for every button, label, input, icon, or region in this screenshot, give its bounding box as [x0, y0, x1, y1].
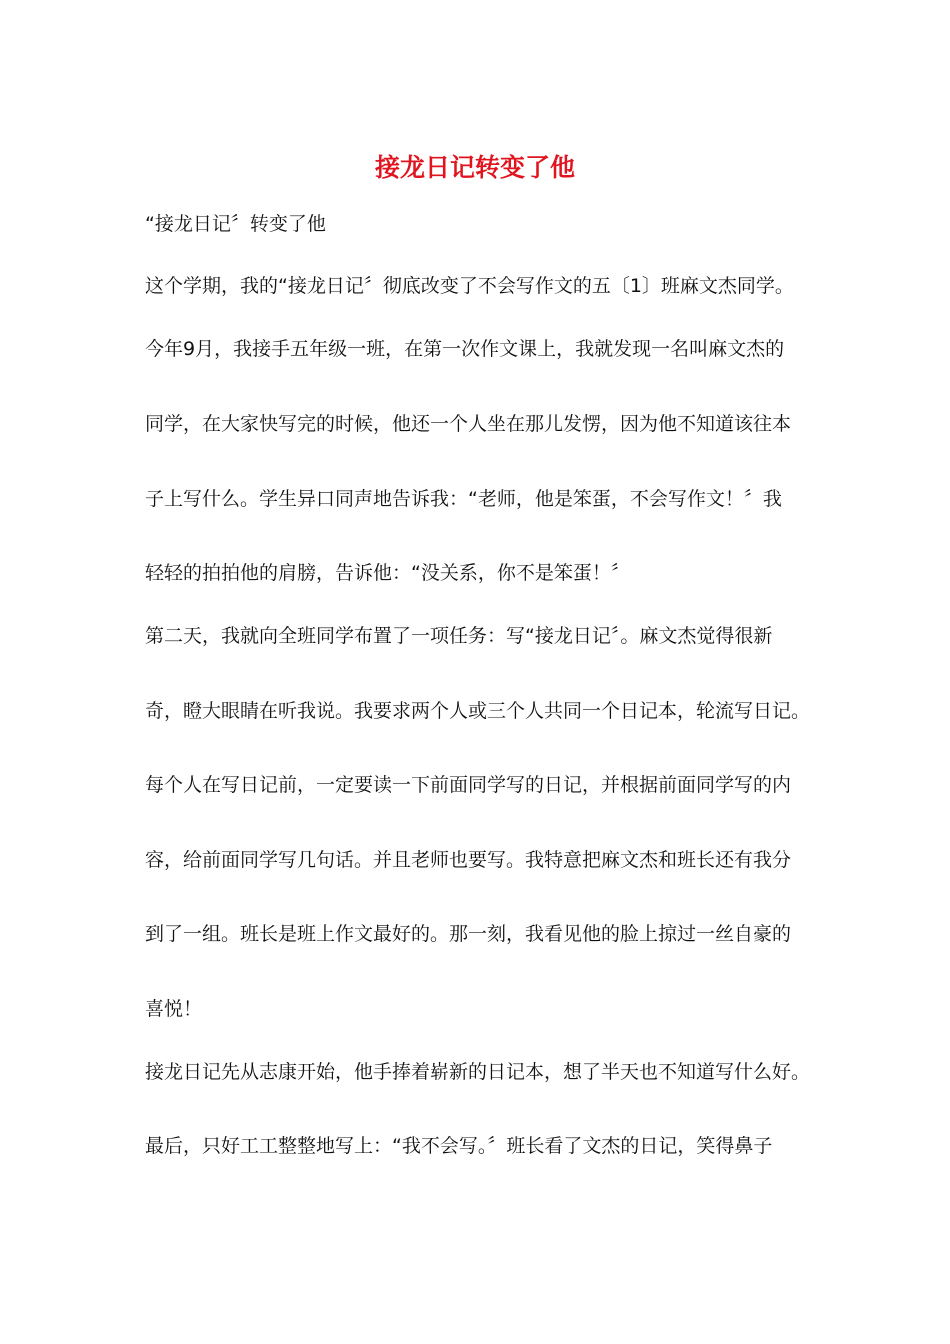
- paragraph-line: 每个人在写日记前，一定要读一下前面同学写的日记，并根据前面同学写的内: [145, 774, 792, 796]
- subtitle-line: “接龙日记〞转变了他: [145, 213, 326, 235]
- paragraph-line: 今年9月，我接手五年级一班，在第一次作文课上，我就发现一名叫麻文杰的: [145, 338, 785, 360]
- document-title: 接龙日记转变了他: [374, 153, 575, 182]
- paragraph-line: 子上写什么。学生异口同声地告诉我：“老师，他是笨蛋，不会写作文！〞我: [145, 488, 782, 510]
- paragraph-line: 最后，只好工工整整地写上：“我不会写。〞班长看了文杰的日记，笑得鼻子: [145, 1135, 773, 1157]
- paragraph-line: 到了一组。班长是班上作文最好的。那一刻，我看见他的脸上掠过一丝自豪的: [145, 923, 792, 945]
- paragraph-line: 奇，瞪大眼睛在听我说。我要求两个人或三个人共同一个日记本，轮流写日记。: [145, 700, 811, 722]
- paragraph-line: 容，给前面同学写几句话。并且老师也要写。我特意把麻文杰和班长还有我分: [145, 849, 792, 871]
- paragraph-line: 第二天，我就向全班同学布置了一项任务：写“接龙日记〞。麻文杰觉得很新: [145, 625, 773, 647]
- paragraph-line: 轻轻的拍拍他的肩膀，告诉他：“没关系，你不是笨蛋！〞: [145, 562, 630, 584]
- paragraph-line: 这个学期，我的“接龙日记〞彻底改变了不会写作文的五〔1〕班麻文杰同学。: [145, 275, 794, 297]
- paragraph-line: 同学，在大家快写完的时候，他还一个人坐在那儿发愣，因为他不知道该往本: [145, 413, 792, 435]
- paragraph-line: 喜悦！: [145, 998, 203, 1020]
- paragraph-line: 接龙日记先从志康开始，他手捧着崭新的日记本，想了半天也不知道写什么好。: [145, 1061, 811, 1083]
